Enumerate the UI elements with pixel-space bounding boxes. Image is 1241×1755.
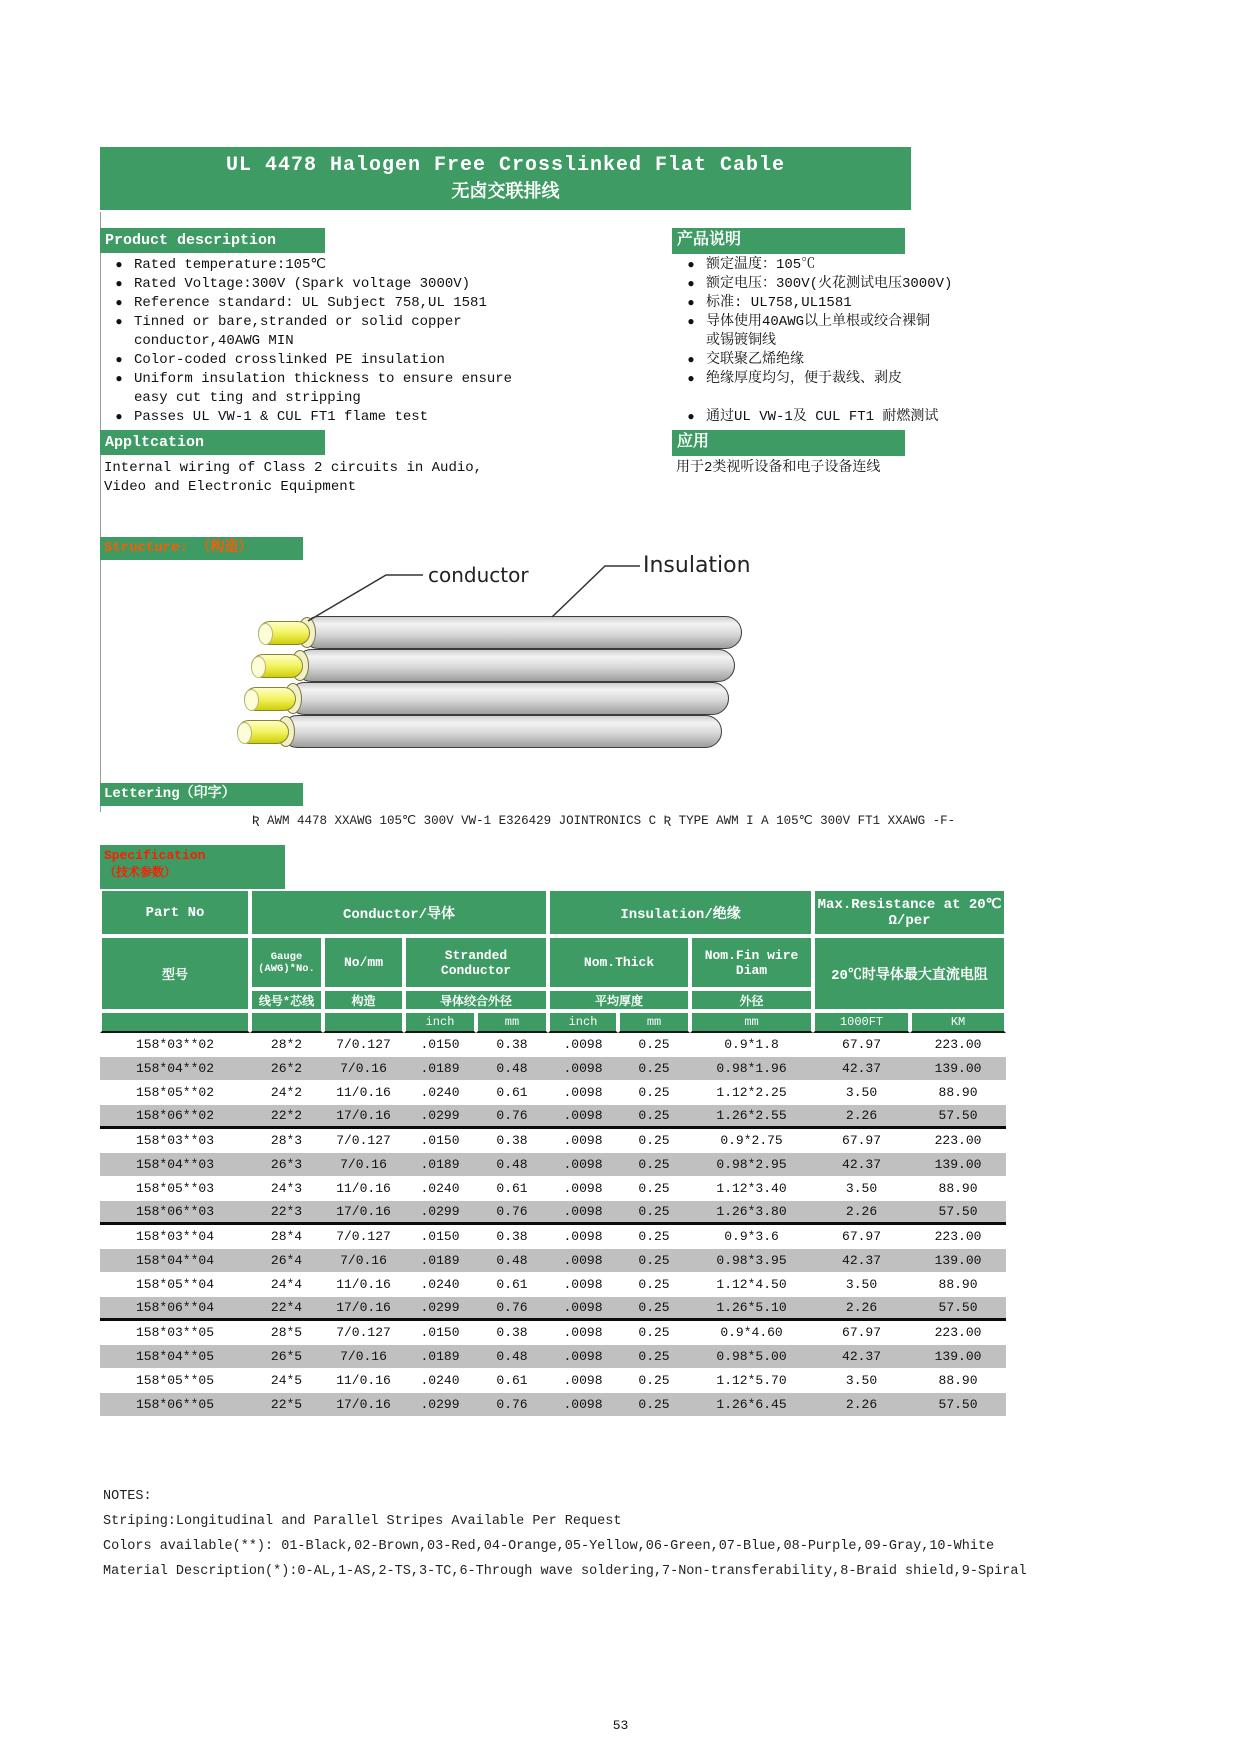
- table-cell: 3.50: [813, 1177, 910, 1201]
- table-cell: 0.9*2.75: [690, 1129, 813, 1153]
- table-cell: 26*3: [250, 1153, 323, 1177]
- unit-cell: mm: [476, 1011, 548, 1033]
- page-title-cn: 无卤交联排线: [451, 183, 560, 203]
- table-cell: .0098: [548, 1225, 618, 1249]
- title-banner: [100, 147, 911, 210]
- col-header-gauge: Gauge (AWG)*No.: [250, 936, 323, 989]
- section-header-product-description: Product description: [100, 228, 325, 253]
- col-header-model: 型号: [100, 936, 250, 1011]
- table-cell: 1.12*4.50: [690, 1273, 813, 1297]
- bullet-text: Color-coded crosslinked PE insulation: [134, 352, 445, 368]
- col-header-strands: No/mm: [323, 936, 404, 989]
- specification-title-cn: （技术参数）: [104, 866, 177, 880]
- table-cell: .0098: [548, 1033, 618, 1057]
- table-cell: 42.37: [813, 1153, 910, 1177]
- table-cell: 0.61: [476, 1369, 548, 1393]
- bullet-dot-icon: ●: [687, 277, 695, 291]
- table-cell: 17/0.16: [323, 1105, 404, 1129]
- table-cell: 7/0.16: [323, 1249, 404, 1273]
- table-cell: 28*4: [250, 1225, 323, 1249]
- table-cell: .0098: [548, 1129, 618, 1153]
- table-cell: .0098: [548, 1321, 618, 1345]
- table-cell: 0.25: [618, 1081, 690, 1105]
- table-cell: 139.00: [910, 1057, 1006, 1081]
- table-cell: 3.50: [813, 1273, 910, 1297]
- table-cell: 2.26: [813, 1201, 910, 1225]
- table-cell: 24*2: [250, 1081, 323, 1105]
- bullet-line: [104, 275, 594, 294]
- table-cell: .0098: [548, 1057, 618, 1081]
- table-row: [100, 1177, 1006, 1201]
- table-cell: 7/0.127: [323, 1225, 404, 1249]
- conductor-end: [258, 621, 310, 645]
- table-cell: 223.00: [910, 1033, 1006, 1057]
- bullet-line: [104, 256, 594, 275]
- conductor-end: [237, 720, 289, 744]
- table-cell: 139.00: [910, 1345, 1006, 1369]
- table-cell: 0.25: [618, 1369, 690, 1393]
- diagram-label-insulation: Insulation: [643, 553, 751, 578]
- table-cell: 57.50: [910, 1297, 1006, 1321]
- bullet-line: [676, 408, 1006, 427]
- section-header-product-description-cn: 产品说明: [672, 228, 905, 254]
- note-line: NOTES:: [103, 1489, 152, 1504]
- table-cell: 0.25: [618, 1393, 690, 1417]
- table-cell: .0098: [548, 1249, 618, 1273]
- application-line: Internal wiring of Class 2 circuits in Audio,: [104, 460, 483, 476]
- bullet-text: Tinned or bare,stranded or solid copper: [134, 314, 462, 330]
- table-cell: 158*06**05: [100, 1393, 250, 1417]
- unit-cell: [250, 1011, 323, 1033]
- bullet-line: [676, 370, 1006, 389]
- table-row: [100, 1033, 1006, 1057]
- table-cell: 139.00: [910, 1153, 1006, 1177]
- note-line: Material Description(*):0-AL,1-AS,2-TS,3-TC,6-Through wave soldering,7-Non-transferability,8-Braid shield,9-Spiral: [103, 1564, 1027, 1579]
- page-number: 53: [612, 1718, 629, 1733]
- table-cell: 11/0.16: [323, 1369, 404, 1393]
- specification-title: Specification: [104, 848, 206, 863]
- table-cell: .0098: [548, 1369, 618, 1393]
- bullet-text: Reference standard: UL Subject 758,UL 1581: [134, 295, 487, 311]
- table-cell: 2.26: [813, 1105, 910, 1129]
- table-row: [100, 1369, 1006, 1393]
- unit-cell: KM: [910, 1011, 1006, 1033]
- table-cell: 223.00: [910, 1225, 1006, 1249]
- bullet-text: 绝缘厚度均匀，便于裁线、剥皮: [706, 371, 902, 387]
- table-cell: 158*04**05: [100, 1345, 250, 1369]
- lettering-text: Ʀ AWM 4478 XXAWG 105℃ 300V VW-1 E326429 JOINTRONICS C Ʀ TYPE AWM I A 105℃ 300V FT1 XXAWG -F-: [252, 814, 956, 828]
- table-row: [100, 1105, 1006, 1129]
- table-cell: 0.25: [618, 1201, 690, 1225]
- bullet-line: [676, 332, 1006, 351]
- table-cell: 0.38: [476, 1129, 548, 1153]
- table-cell: 0.38: [476, 1033, 548, 1057]
- table-cell: 0.98*3.95: [690, 1249, 813, 1273]
- section-header-application-cn: 应用: [672, 430, 905, 456]
- table-cell: 2.26: [813, 1393, 910, 1417]
- table-row: [100, 1249, 1006, 1273]
- table-row: [100, 1321, 1006, 1345]
- note-line: Colors available(**): 01-Black,02-Brown,03-Red,04-Orange,05-Yellow,06-Green,07-Blue,08-Purple,09-Gray,10-White: [103, 1539, 995, 1554]
- table-cell: .0299: [404, 1201, 476, 1225]
- table-cell: 158*05**03: [100, 1177, 250, 1201]
- bullet-line: [676, 294, 1006, 313]
- product-description-list: [104, 256, 594, 427]
- table-cell: 88.90: [910, 1081, 1006, 1105]
- table-cell: 0.38: [476, 1321, 548, 1345]
- table-cell: 158*03**02: [100, 1033, 250, 1057]
- table-cell: 158*05**02: [100, 1081, 250, 1105]
- table-cell: 0.25: [618, 1177, 690, 1201]
- table-cell: .0150: [404, 1321, 476, 1345]
- table-cell: 88.90: [910, 1177, 1006, 1201]
- table-cell: 24*4: [250, 1273, 323, 1297]
- table-cell: 158*03**04: [100, 1225, 250, 1249]
- bullet-text: easy cut ting and stripping: [134, 390, 361, 406]
- table-row: [100, 1225, 1006, 1249]
- bullet-line: [104, 332, 594, 351]
- bullet-dot-icon: ●: [115, 277, 123, 291]
- section-header-lettering: Lettering（印字）: [100, 783, 303, 806]
- bullet-line: [104, 351, 594, 370]
- bullet-text: 交联聚乙烯绝缘: [706, 352, 804, 368]
- application-text-cn: [676, 459, 880, 478]
- table-row: [100, 1345, 1006, 1369]
- unit-cell: mm: [690, 1011, 813, 1033]
- table-cell: 0.76: [476, 1201, 548, 1225]
- table-cell: 0.25: [618, 1297, 690, 1321]
- table-cell: 0.61: [476, 1273, 548, 1297]
- unit-cell: [100, 1011, 250, 1033]
- table-cell: 88.90: [910, 1369, 1006, 1393]
- table-cell: 24*5: [250, 1369, 323, 1393]
- table-cell: 3.50: [813, 1081, 910, 1105]
- specification-table: [100, 889, 1006, 1417]
- table-cell: 158*04**02: [100, 1057, 250, 1081]
- unit-cell: mm: [618, 1011, 690, 1033]
- table-cell: 0.25: [618, 1273, 690, 1297]
- table-cell: 0.9*1.8: [690, 1033, 813, 1057]
- table-cell: 28*5: [250, 1321, 323, 1345]
- table-cell: .0240: [404, 1273, 476, 1297]
- note-line: Striping:Longitudinal and Parallel Stripes Available Per Request: [103, 1514, 622, 1529]
- table-cell: 0.25: [618, 1105, 690, 1129]
- bullet-dot-icon: ●: [115, 372, 123, 386]
- col-header-stranded-od: Stranded Conductor: [404, 936, 548, 989]
- table-cell: 0.48: [476, 1249, 548, 1273]
- table-cell: 26*4: [250, 1249, 323, 1273]
- table-cell: .0189: [404, 1249, 476, 1273]
- col-header-insulation: Insulation/绝缘: [548, 889, 813, 936]
- col-header-resistance-cn: 20℃时导体最大直流电阻: [813, 936, 1006, 1011]
- table-cell: 0.9*4.60: [690, 1321, 813, 1345]
- table-cell: 28*3: [250, 1129, 323, 1153]
- col-header-part-no: Part No: [100, 889, 250, 936]
- diagram-label-conductor: conductor: [428, 563, 529, 587]
- table-cell: 0.38: [476, 1225, 548, 1249]
- bullet-text: Uniform insulation thickness to ensure ensure: [134, 371, 513, 387]
- table-cell: 11/0.16: [323, 1081, 404, 1105]
- table-cell: .0098: [548, 1345, 618, 1369]
- bullet-text: 额定温度：105℃: [706, 257, 816, 273]
- table-cell: 7/0.127: [323, 1321, 404, 1345]
- table-row: [100, 1297, 1006, 1321]
- table-header-row: [100, 936, 1006, 989]
- table-cell: 0.25: [618, 1153, 690, 1177]
- table-cell: .0150: [404, 1033, 476, 1057]
- table-cell: 0.25: [618, 1225, 690, 1249]
- table-cell: 0.98*1.96: [690, 1057, 813, 1081]
- table-cell: 0.98*5.00: [690, 1345, 813, 1369]
- bullet-dot-icon: [676, 389, 706, 408]
- bullet-line: [104, 294, 594, 313]
- table-cell: 22*2: [250, 1105, 323, 1129]
- table-cell: 0.61: [476, 1177, 548, 1201]
- table-cell: 1.26*6.45: [690, 1393, 813, 1417]
- bullet-line: [104, 389, 594, 408]
- table-cell: 7/0.16: [323, 1057, 404, 1081]
- table-cell: 42.37: [813, 1345, 910, 1369]
- col-header-strands-cn: 构造: [323, 989, 404, 1011]
- table-cell: .0150: [404, 1225, 476, 1249]
- table-cell: 1.26*3.80: [690, 1201, 813, 1225]
- table-cell: 158*06**04: [100, 1297, 250, 1321]
- table-cell: 7/0.16: [323, 1153, 404, 1177]
- table-cell: .0098: [548, 1081, 618, 1105]
- table-cell: .0098: [548, 1153, 618, 1177]
- table-cell: 1.26*2.55: [690, 1105, 813, 1129]
- table-cell: 17/0.16: [323, 1201, 404, 1225]
- insulation-strip: [302, 616, 742, 649]
- product-description-list-cn: [676, 256, 1006, 427]
- table-cell: 42.37: [813, 1249, 910, 1273]
- table-cell: 0.25: [618, 1033, 690, 1057]
- table-cell: 22*5: [250, 1393, 323, 1417]
- bullet-line: [104, 370, 594, 389]
- unit-cell: inch: [404, 1011, 476, 1033]
- table-cell: 0.25: [618, 1345, 690, 1369]
- table-cell: 158*04**04: [100, 1249, 250, 1273]
- table-row: [100, 1081, 1006, 1105]
- col-header-stranded-od-cn: 导体绞合外径: [404, 989, 548, 1011]
- table-cell: 28*2: [250, 1033, 323, 1057]
- table-cell: 22*4: [250, 1297, 323, 1321]
- table-units-row: [100, 1011, 1006, 1033]
- table-cell: 3.50: [813, 1369, 910, 1393]
- table-header-row: [100, 889, 1006, 936]
- bullet-dot-icon: ●: [115, 258, 123, 272]
- table-cell: 17/0.16: [323, 1393, 404, 1417]
- table-row: [100, 1393, 1006, 1417]
- table-cell: 57.50: [910, 1105, 1006, 1129]
- bullet-dot-icon: ●: [115, 296, 123, 310]
- section-header-application: Appltcation: [100, 430, 325, 455]
- table-row: [100, 1153, 1006, 1177]
- bullet-line: [676, 256, 1006, 275]
- bullet-text: Rated Voltage:300V (Spark voltage 3000V): [134, 276, 471, 292]
- table-cell: 22*3: [250, 1201, 323, 1225]
- table-cell: 1.26*5.10: [690, 1297, 813, 1321]
- table-cell: .0098: [548, 1177, 618, 1201]
- bullet-dot-icon: ●: [687, 258, 695, 272]
- col-header-thickness-cn: 平均厚度: [548, 989, 690, 1011]
- table-cell: .0098: [548, 1201, 618, 1225]
- section-header-structure: Structure: （构造）: [100, 537, 303, 560]
- insulation-strip: [295, 649, 735, 682]
- unit-cell: [323, 1011, 404, 1033]
- table-cell: .0189: [404, 1345, 476, 1369]
- col-header-thickness: Nom.Thick: [548, 936, 690, 989]
- page-title: UL 4478 Halogen Free Crosslinked Flat Cable: [225, 154, 786, 177]
- table-cell: .0299: [404, 1105, 476, 1129]
- bullet-text: Rated temperature:105℃: [134, 257, 327, 273]
- bullet-line: [676, 313, 1006, 332]
- table-cell: 67.97: [813, 1321, 910, 1345]
- bullet-dot-icon: ●: [115, 315, 123, 329]
- table-cell: 0.25: [618, 1321, 690, 1345]
- application-text: [104, 459, 482, 497]
- table-cell: .0299: [404, 1297, 476, 1321]
- bullet-line: [104, 408, 594, 427]
- table-cell: 0.48: [476, 1345, 548, 1369]
- table-cell: .0150: [404, 1129, 476, 1153]
- table-cell: 1.12*3.40: [690, 1177, 813, 1201]
- table-cell: 0.9*3.6: [690, 1225, 813, 1249]
- table-cell: 1.12*2.25: [690, 1081, 813, 1105]
- table-cell: 0.76: [476, 1105, 548, 1129]
- table-row: [100, 1201, 1006, 1225]
- table-cell: 0.25: [618, 1057, 690, 1081]
- table-cell: 57.50: [910, 1201, 1006, 1225]
- insulation-strip: [281, 715, 722, 748]
- table-cell: 57.50: [910, 1393, 1006, 1417]
- table-cell: 2.26: [813, 1297, 910, 1321]
- table-cell: 0.48: [476, 1153, 548, 1177]
- table-cell: 0.98*2.95: [690, 1153, 813, 1177]
- table-cell: .0098: [548, 1393, 618, 1417]
- col-header-resistance: Max.Resistance at 20℃ Ω/per: [813, 889, 1006, 936]
- table-cell: 223.00: [910, 1321, 1006, 1345]
- bullet-dot-icon: ●: [115, 410, 123, 424]
- bullet-dot-icon: [104, 389, 134, 408]
- bullet-dot-icon: ●: [687, 296, 695, 310]
- col-header-gauge-cn: 线号*芯线: [250, 989, 323, 1011]
- table-cell: 17/0.16: [323, 1297, 404, 1321]
- table-cell: 24*3: [250, 1177, 323, 1201]
- table-cell: .0189: [404, 1153, 476, 1177]
- table-cell: 7/0.127: [323, 1129, 404, 1153]
- table-cell: 158*06**03: [100, 1201, 250, 1225]
- table-cell: 158*03**05: [100, 1321, 250, 1345]
- table-cell: 0.25: [618, 1129, 690, 1153]
- table-cell: .0240: [404, 1177, 476, 1201]
- table-cell: 67.97: [813, 1033, 910, 1057]
- table-cell: 0.61: [476, 1081, 548, 1105]
- unit-cell: inch: [548, 1011, 618, 1033]
- table-cell: 1.12*5.70: [690, 1369, 813, 1393]
- bullet-dot-icon: ●: [687, 410, 695, 424]
- table-cell: 26*2: [250, 1057, 323, 1081]
- table-cell: 11/0.16: [323, 1177, 404, 1201]
- bullet-line: [676, 275, 1006, 294]
- table-cell: 67.97: [813, 1129, 910, 1153]
- bullet-dot-icon: ●: [687, 372, 695, 386]
- table-cell: 0.76: [476, 1297, 548, 1321]
- unit-cell: 1000FT: [813, 1011, 910, 1033]
- table-cell: .0240: [404, 1081, 476, 1105]
- conductor-end: [251, 654, 303, 678]
- col-header-fin-wire: Nom.Fin wire Diam: [690, 936, 813, 989]
- application-line: Video and Electronic Equipment: [104, 479, 357, 495]
- table-cell: .0240: [404, 1369, 476, 1393]
- table-cell: 7/0.127: [323, 1033, 404, 1057]
- bullet-dot-icon: [104, 332, 134, 351]
- bullet-text: 或锡镀铜线: [706, 333, 776, 349]
- table-cell: 158*03**03: [100, 1129, 250, 1153]
- bullet-dot-icon: [676, 332, 706, 351]
- table-cell: .0098: [548, 1297, 618, 1321]
- table-row: [100, 1129, 1006, 1153]
- bullet-line: [104, 313, 594, 332]
- table-cell: 158*05**04: [100, 1273, 250, 1297]
- bullet-text: 标准: UL758,UL1581: [706, 295, 852, 311]
- bullet-text: 通过UL VW-1及 CUL FT1 耐燃测试: [706, 409, 939, 425]
- table-row: [100, 1273, 1006, 1297]
- conductor-end: [244, 687, 296, 711]
- table-cell: .0189: [404, 1057, 476, 1081]
- table-cell: 26*5: [250, 1345, 323, 1369]
- table-row: [100, 1057, 1006, 1081]
- bullet-line: [676, 351, 1006, 370]
- bullet-dot-icon: ●: [687, 353, 695, 367]
- table-cell: 42.37: [813, 1057, 910, 1081]
- table-cell: 0.25: [618, 1249, 690, 1273]
- table-cell: 158*05**05: [100, 1369, 250, 1393]
- table-cell: 0.48: [476, 1057, 548, 1081]
- notes-section: [103, 1487, 1027, 1587]
- section-header-specification: [100, 845, 285, 889]
- table-cell: 158*06**02: [100, 1105, 250, 1129]
- table-cell: 139.00: [910, 1249, 1006, 1273]
- insulation-strip: [288, 682, 729, 715]
- col-header-conductor: Conductor/导体: [250, 889, 548, 936]
- bullet-dot-icon: ●: [687, 315, 695, 329]
- table-cell: 88.90: [910, 1273, 1006, 1297]
- bullet-text: 额定电压：300V(火花测试电压3000V): [706, 276, 953, 292]
- table-cell: 7/0.16: [323, 1345, 404, 1369]
- col-header-fin-wire-cn: 外径: [690, 989, 813, 1011]
- table-cell: 67.97: [813, 1225, 910, 1249]
- bullet-dot-icon: ●: [115, 353, 123, 367]
- table-cell: .0098: [548, 1273, 618, 1297]
- bullet-text: 导体使用40AWG以上单根或绞合裸铜: [706, 314, 931, 330]
- table-cell: .0098: [548, 1105, 618, 1129]
- application-line-cn: 用于2类视听设备和电子设备连线: [676, 460, 881, 476]
- table-cell: .0299: [404, 1393, 476, 1417]
- bullet-text: conductor,40AWG MIN: [134, 333, 294, 349]
- table-cell: 11/0.16: [323, 1273, 404, 1297]
- bullet-line: [676, 389, 1006, 408]
- left-rule-line: [100, 212, 101, 812]
- bullet-text: Passes UL VW-1 & CUL FT1 flame test: [134, 409, 429, 425]
- table-cell: 158*04**03: [100, 1153, 250, 1177]
- table-cell: 223.00: [910, 1129, 1006, 1153]
- table-cell: 0.76: [476, 1393, 548, 1417]
